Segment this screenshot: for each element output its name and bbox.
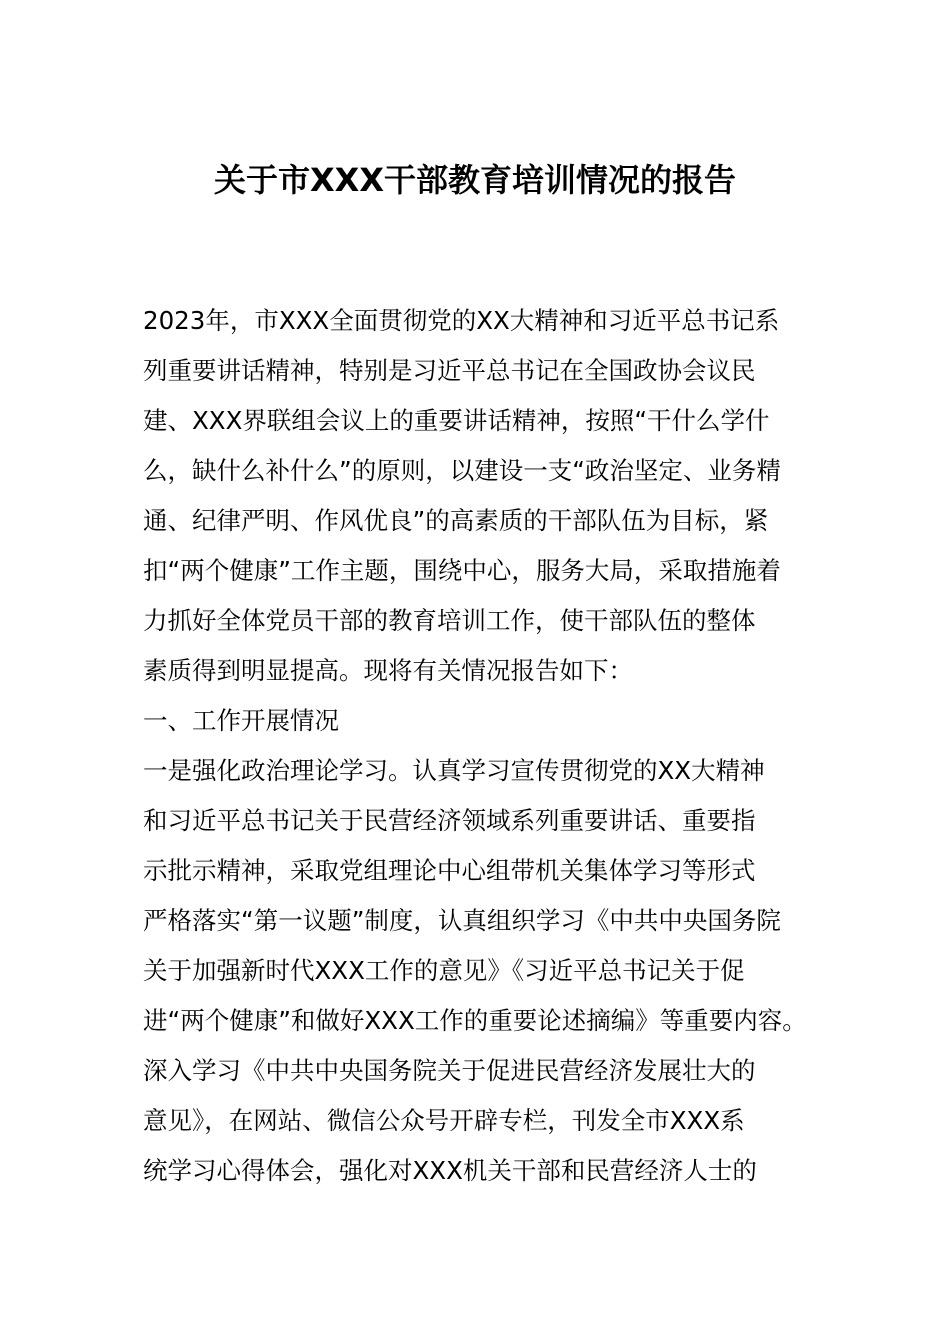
- body-line: 严格落实“第一议题”制度，认真组织学习《中共中央国务院: [143, 906, 781, 935]
- body-line: 和习近平总书记关于民营经济领域系列重要讲话、重要指: [143, 806, 756, 835]
- body-line: 深入学习《中共中央国务院关于促进民营经济发展壮大的: [143, 1056, 756, 1085]
- body-line: 力抓好全体党员干部的教育培训工作，使干部队伍的整体: [143, 606, 756, 635]
- body-line: 统学习心得体会，强化对XXX机关干部和民营经济人士的: [143, 1156, 757, 1185]
- body-line: 么，缺什么补什么”的原则，以建设一支“政治坚定、业务精: [143, 456, 781, 485]
- body-line: 扣“两个健康”工作主题，围绕中心，服务大局，采取措施着: [143, 556, 781, 585]
- body-line: 示批示精神，采取党组理论中心组带机关集体学习等形式: [143, 856, 756, 885]
- body-line: 进“两个健康”和做好XXX工作的重要论述摘编》等重要内容。: [143, 1006, 807, 1035]
- body-line: 建、XXX界联组会议上的重要讲话精神，按照“干什么学什: [143, 406, 770, 435]
- body-line: 2023年，市XXX全面贯彻党的XX大精神和习近平总书记系: [143, 306, 780, 335]
- document-body: [143, 296, 813, 1196]
- body-line: 一是强化政治理论学习。认真学习宣传贯彻党的XX大精神: [143, 756, 765, 785]
- body-line: 通、纪律严明、作风优良”的高素质的干部队伍为目标，紧: [143, 506, 769, 535]
- body-line: 意见》，在网站、微信公众号开辟专栏，刊发全市XXX系: [143, 1106, 745, 1135]
- body-line: 列重要讲话精神，特别是习近平总书记在全国政协会议民: [143, 356, 756, 385]
- document-title: 关于市XXX干部教育培训情况的报告: [213, 161, 737, 199]
- body-line: 关于加强新时代XXX工作的意见》《习近平总书记关于促: [143, 956, 745, 985]
- section-heading: 一、工作开展情况: [143, 706, 339, 735]
- body-line: 素质得到明显提高。现将有关情况报告如下：: [143, 656, 633, 685]
